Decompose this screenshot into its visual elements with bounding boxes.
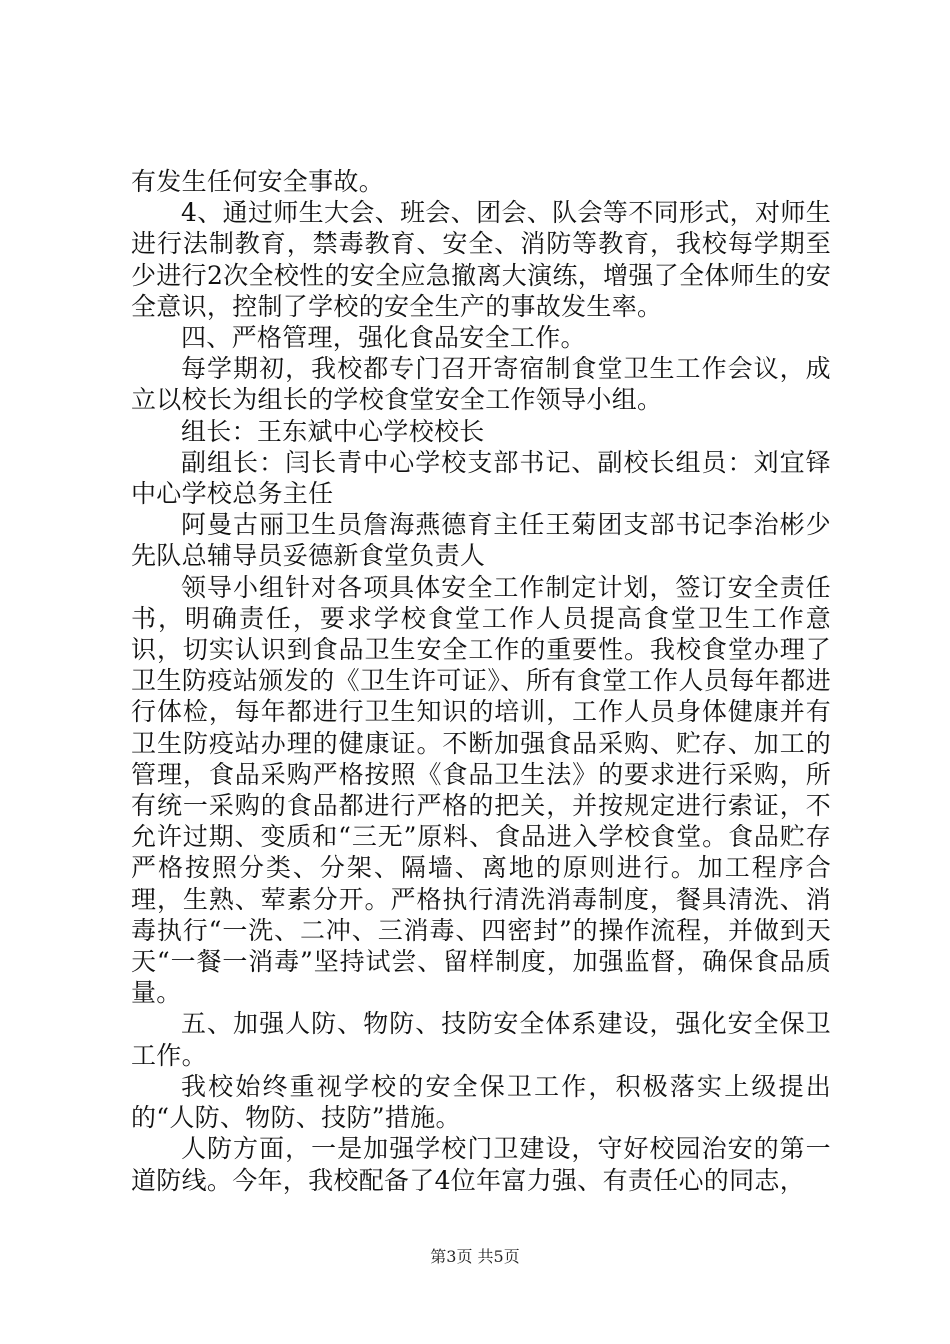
paragraph: 每学期初，我校都专门召开寄宿制食堂卫生工作会议，成立以校长为组长的学校食堂安全工作领导小组。 — [131, 354, 831, 415]
document-body — [131, 166, 831, 1196]
section-heading: 四、严格管理，强化食品安全工作。 — [181, 323, 586, 353]
paragraph: 副组长：闫长青中心学校支部书记、副校长组员：刘宜铎中心学校总务主任 — [131, 447, 831, 509]
page-number-footer: 第3页 共5页 — [430, 1247, 520, 1266]
paragraph: 阿曼古丽卫生员詹海燕德育主任王菊团支部书记李治彬少先队总辅导员妥德新食堂负责人 — [131, 510, 831, 571]
paragraph: 我校始终重视学校的安全保卫工作，积极落实上级提出的“人防、物防、技防”措施。 — [131, 1071, 831, 1133]
paragraph: 4、通过师生大会、班会、团会、队会等不同形式，对师生进行法制教育，禁毒教育、安全、消防等教育，我校每学期至少进行2次全校性的安全应急撤离大演练，增强了全体师生的安全意识，控制了学校的安全生产的事故发生率。 — [131, 198, 831, 321]
section-heading: 五、加强人防、物防、技防安全体系建设，强化安全保卫工作。 — [131, 1009, 831, 1070]
paragraph: 领导小组针对各项具体安全工作制定计划，签订安全责任书，明确责任，要求学校食堂工作人员提高食堂卫生工作意识，切实认识到食品卫生安全工作的重要性。我校食堂办理了卫生防疫站颁发的《卫生许可证》、所有食堂工作人员每年都进行体检，每年都进行卫生知识的培训，工作人员身体健康并有卫生防疫站办理的健康证。不断加强食品采购、贮存、加工的管理，食品采购严格按照《食品卫生法》的要求进行采购，所有统一采购的食品都进行严格的把关，并按规定进行索证，不允许过期、变质和“三无”原料、食品进入学校食堂。食品贮存严格按照分类、分架、隔墙、离地的原则进行。加工程序合理，生熟、荤素分开。严格执行清洗消毒制度，餐具清洗、消毒执行“一洗、二冲、三消毒、四密封”的操作流程，并做到天天“一餐一消毒”坚持试尝、留样制度，加强监督，确保食品质量。 — [131, 572, 831, 1008]
paragraph: 有发生任何安全事故。 — [131, 167, 385, 196]
paragraph: 人防方面，一是加强学校门卫建设，守好校园治安的第一道防线。今年，我校配备了4位年富力强、有责任心的同志， — [131, 1134, 831, 1195]
paragraph: 组长：王东斌中心学校校长 — [181, 416, 485, 446]
